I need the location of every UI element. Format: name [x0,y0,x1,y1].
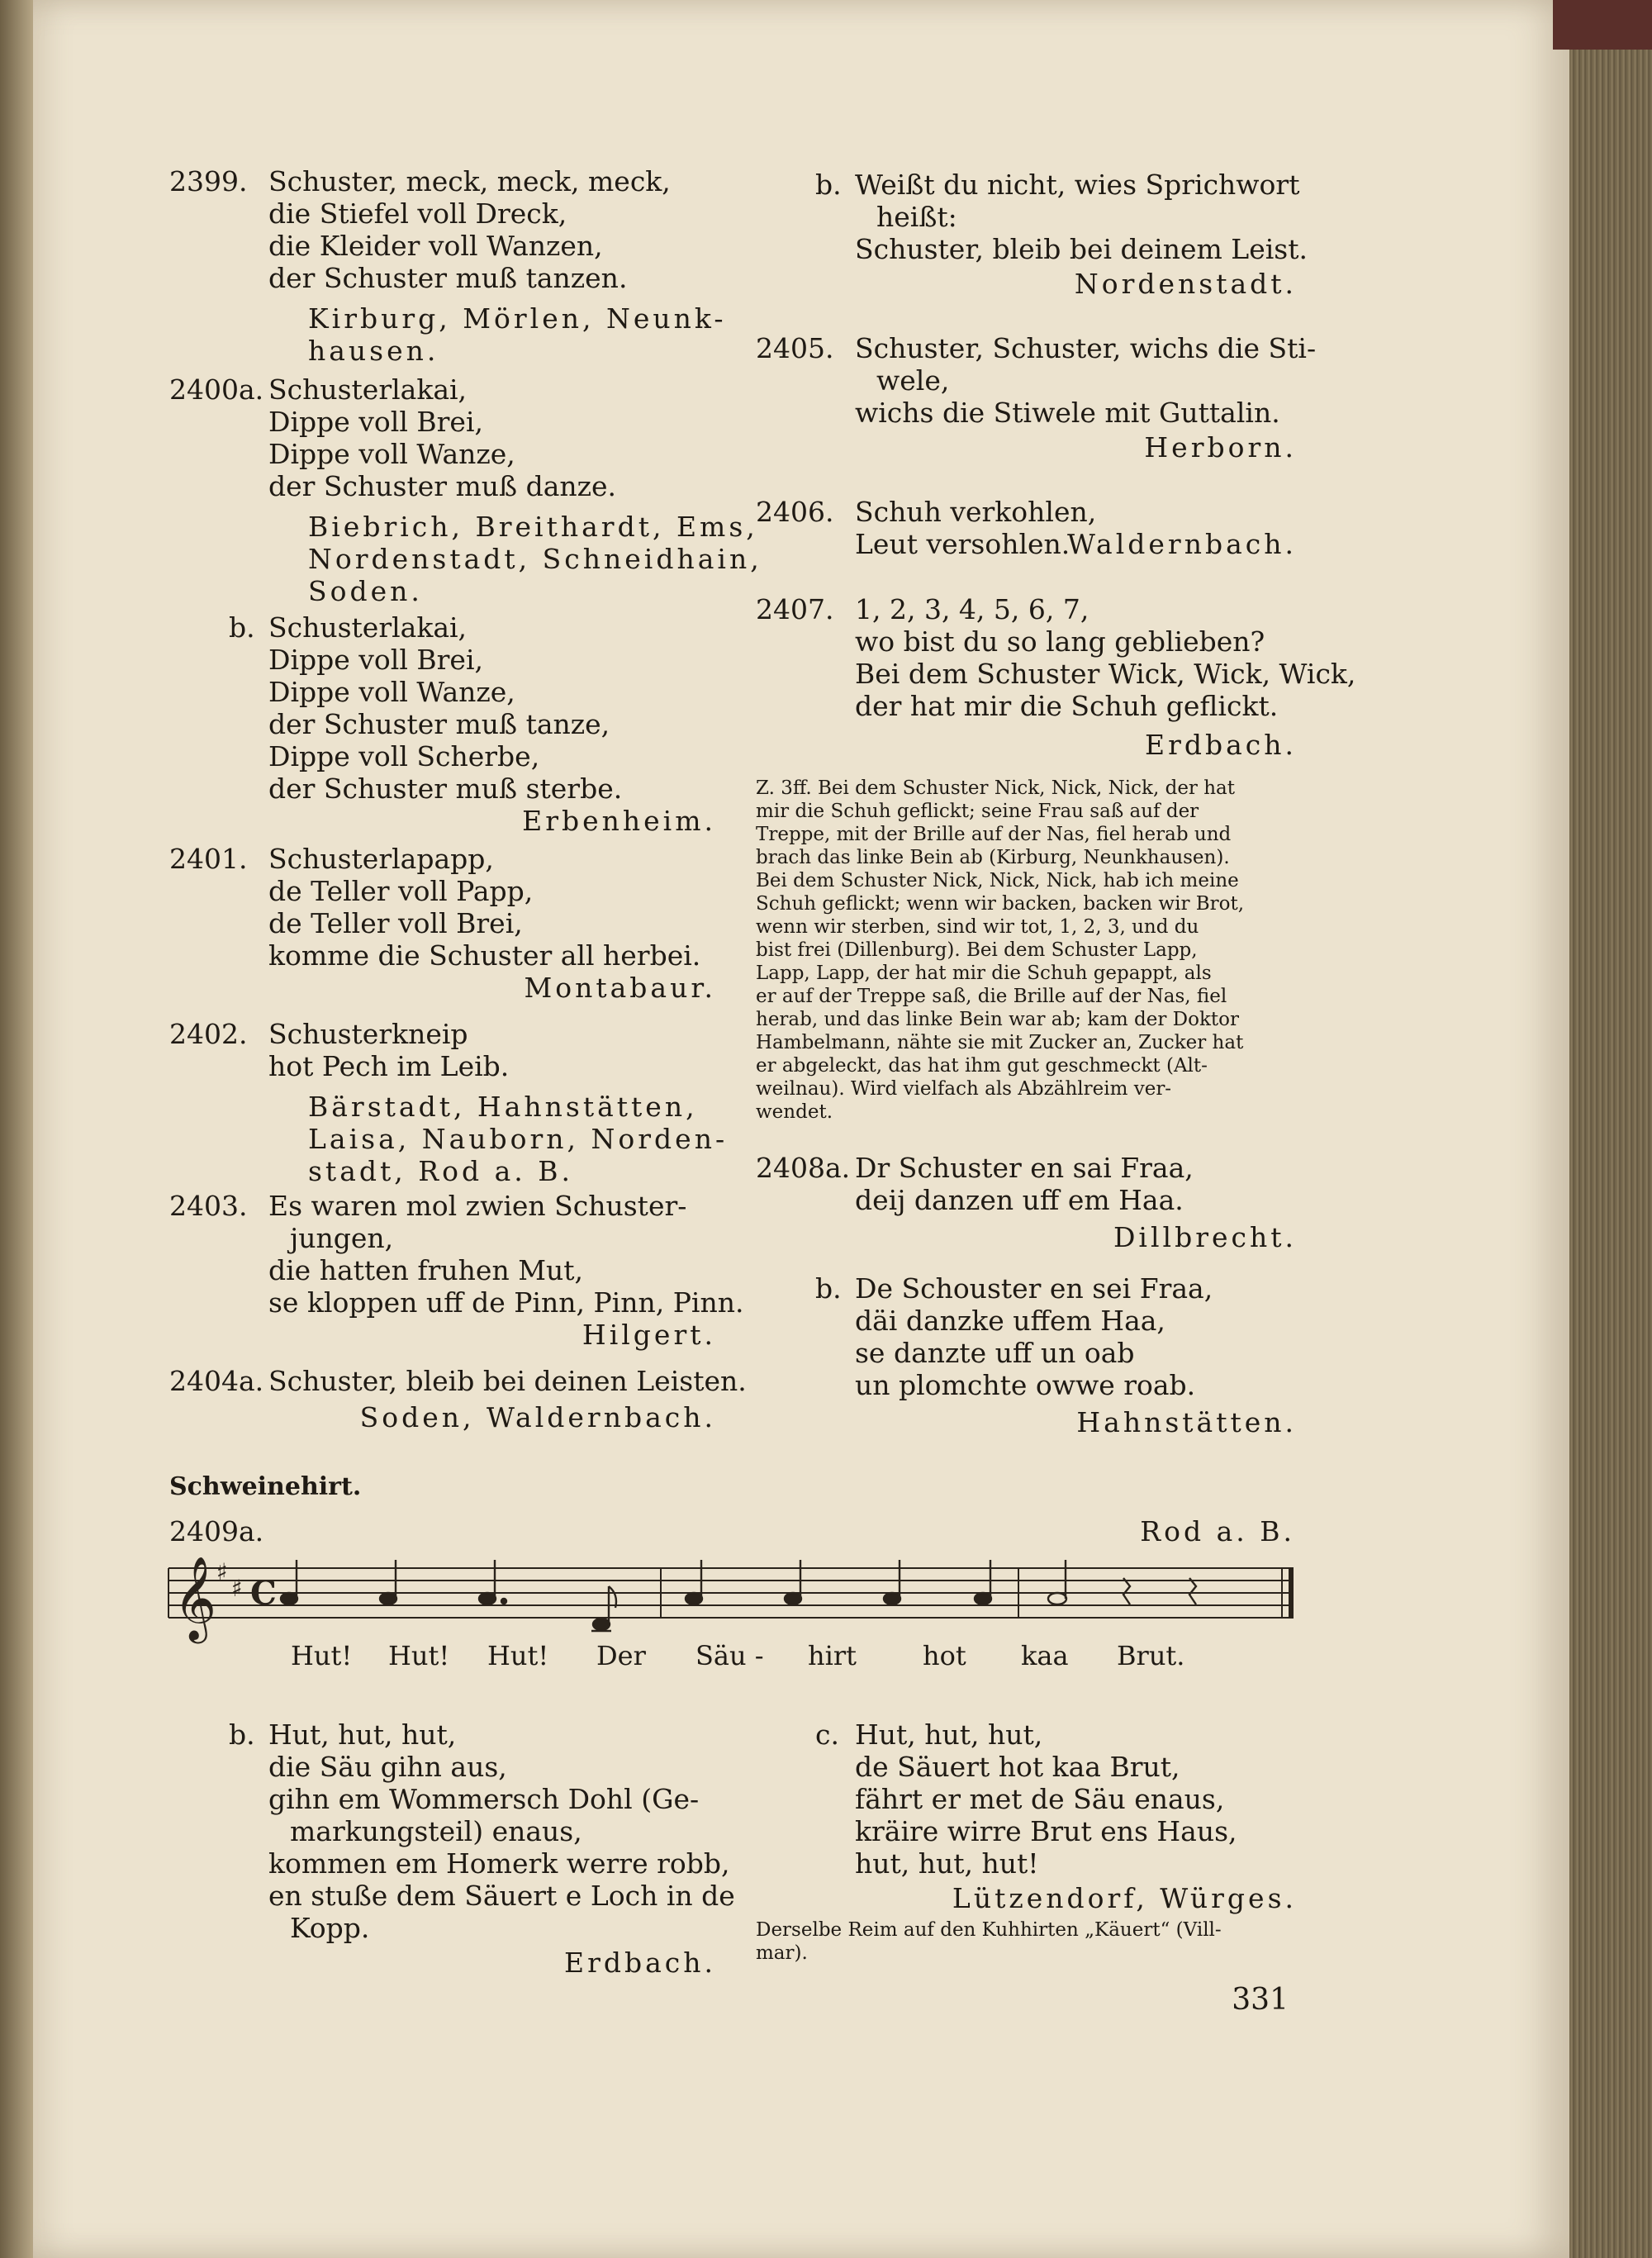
verse-line: fährt er met de Säu enaus, [855,1783,1225,1815]
notes-measure-3 [1048,1560,1196,1604]
lyric-syllable: Brut. [1117,1640,1185,1671]
entry-number: b. [229,611,255,644]
verse-line: der Schuster muß sterbe. [268,772,623,805]
sharp-icon: ♯ [216,1558,228,1585]
verse-line: kräire wirre Brut ens Haus, [855,1815,1237,1847]
verse-line: De Schouster en sei Fraa, [855,1272,1213,1305]
lyric-syllable: Hut! [291,1640,353,1671]
note-line: Bei dem Schuster Nick, Nick, Nick, hab ich meine [756,870,1239,891]
place-name: Rod a. B. [1140,1515,1295,1547]
verse-line: de Teller voll Papp, [268,875,534,907]
verse-line: die Säu gihn aus, [268,1751,507,1783]
place-name: Bärstadt, Hahnstätten, [308,1091,698,1123]
verse-line: Hut, hut, hut, [268,1718,457,1751]
verse-line: Leut versohlen. [855,528,1070,560]
note-line: Derselbe Reim auf den Kuhhirten „Käuert“ (Vill- [756,1919,1222,1941]
entry-number: 2404a. [169,1365,264,1397]
verse-line: Schusterlapapp, [268,843,494,875]
verse-line: die hatten fruhen Mut, [268,1254,583,1286]
entry-number: b. [815,169,842,201]
verse-line: Schusterlakai, [268,373,468,406]
entry-number: 2402. [169,1018,248,1050]
verse-line: se kloppen uff de Pinn, Pinn, Pinn. [268,1286,744,1319]
lyric-syllable: Der [596,1640,646,1671]
place-name: Kirburg, Mörlen, Neunk- [308,302,727,335]
place-name: stadt, Rod a. B. [308,1155,573,1187]
place-name: Nordenstadt. [1074,268,1297,300]
place-name: Erdbach. [563,1947,716,1979]
verse-line: die Kleider voll Wanzen, [268,230,603,262]
verse-line: 1, 2, 3, 4, 5, 6, 7, [855,593,1089,625]
note-line: weilnau). Wird vielfach als Abzählreim ver- [756,1078,1172,1100]
place-name: Lützendorf, Würges. [952,1882,1297,1914]
verse-line: der hat mir die Schuh geflickt. [855,690,1279,722]
place-name: Hilgert. [582,1319,716,1351]
section-heading: Schweinehirt. [169,1472,362,1501]
entry-number: c. [815,1718,839,1751]
note-line: er abgeleckt, das hat ihm gut geschmeckt (Alt- [756,1055,1208,1077]
verse-line: der Schuster muß tanze, [268,708,610,740]
verse-line: Dippe voll Wanze, [268,676,515,708]
verse-line: heißt: [876,201,957,233]
place-name: Laisa, Nauborn, Norden- [308,1123,729,1155]
verse-line: wele, [876,364,950,397]
verse-line: wo bist du so lang geblieben? [855,625,1265,658]
lyric-syllable: Säu - [695,1640,764,1671]
entry-number: 2400a. [169,373,264,406]
verse-line: hot Pech im Leib. [268,1050,510,1082]
notes-measure-1 [281,1560,616,1631]
verse-line: Schuster, bleib bei deinem Leist. [855,233,1308,265]
verse-line: Dippe voll Brei, [268,406,483,438]
sharp-icon: ♯ [231,1575,243,1602]
verse-line: die Stiefel voll Dreck, [268,197,567,230]
verse-line: Schusterlakai, [268,611,468,644]
note-line: wendet. [756,1101,833,1123]
book-page-edges [1569,0,1652,2258]
verse-line: Weißt du nicht, wies Sprichwort [855,169,1300,201]
note-line: mir die Schuh geflickt; seine Frau saß auf der [756,801,1199,822]
entry-number: 2405. [756,332,834,364]
note-line: Treppe, mit der Brille auf der Nas, fiel herab und [756,824,1232,845]
lyric-syllable: kaa [1021,1640,1069,1671]
book-gutter [0,0,33,2258]
note-line: Schuh geflickt; wenn wir backen, backen wir Brot, [756,893,1245,915]
lyric-syllable: hirt [808,1640,857,1671]
verse-line: gihn em Wommersch Dohl (Ge- [268,1783,700,1815]
place-name: Dillbrecht. [1113,1221,1297,1253]
place-name: Herborn. [1144,431,1297,463]
verse-line: Schuh verkohlen, [855,496,1097,528]
verse-line: der Schuster muß danze. [268,470,617,502]
notes-measure-2 [686,1560,991,1604]
note-line: mar). [756,1942,808,1964]
verse-line: Schusterkneip [268,1018,468,1050]
entry-number: 2407. [756,593,834,625]
verse-line: Hut, hut, hut, [855,1718,1043,1751]
entry-number: 2401. [169,843,248,875]
verse-line: jungen, [290,1222,394,1254]
entry-number: b. [815,1272,842,1305]
book-cover-corner [1553,0,1652,50]
verse-line: hut, hut, hut! [855,1847,1039,1880]
verse-line: en stuße dem Säuert e Loch in de [268,1880,735,1912]
place-name: Hahnstätten. [1076,1406,1297,1438]
common-time-icon: C [250,1574,277,1613]
entry-number: 2403. [169,1190,248,1222]
verse-line: deij danzen uff em Haa. [855,1184,1184,1216]
lyric-syllable: Hut! [388,1640,450,1671]
place-name: Waldernbach. [1067,528,1297,560]
verse-line: Schuster, Schuster, wichs die Sti- [855,332,1317,364]
note-line: brach das linke Bein ab (Kirburg, Neunkhausen). [756,847,1230,868]
note-line: wenn wir sterben, sind wir tot, 1, 2, 3, und du [756,916,1199,938]
note-line: Hambelmann, nähte sie mit Zucker an, Zucker hat [756,1032,1244,1053]
place-name: Soden, Waldernbach. [359,1401,716,1433]
place-name: Montabaur. [524,972,716,1004]
verse-line: kommen em Homerk werre robb, [268,1847,730,1880]
page-number: 331 [1232,1983,1289,2017]
verse-line: wichs die Stiwele mit Guttalin. [855,397,1280,429]
place-name: Soden. [308,575,423,607]
entry-number: 2399. [169,165,248,197]
footnote-2409c [756,1918,1297,1965]
verse-line: der Schuster muß tanzen. [268,262,628,294]
verse-line: de Teller voll Brei, [268,907,523,939]
place-name: hausen. [308,335,439,367]
place-name: Erbenheim. [522,805,716,837]
note-line: bist frei (Dillenburg). Bei dem Schuster Lapp, [756,939,1198,961]
verse-line: däi danzke uffem Haa, [855,1305,1165,1337]
verse-line: Es waren mol zwien Schuster- [268,1190,687,1222]
footnote-2407 [756,777,1297,1124]
verse-line: Bei dem Schuster Wick, Wick, Wick, [855,658,1356,690]
lyric-syllable: hot [923,1640,966,1671]
verse-line: markungsteil) enaus, [290,1815,582,1847]
music-staff [165,1553,1297,1644]
verse-line: Dippe voll Scherbe, [268,740,540,772]
place-name: Erdbach. [1144,729,1297,761]
place-name: Nordenstadt, Schneidhain, [308,543,762,575]
entry-number: b. [229,1718,255,1751]
note-line: Z. 3ff. Bei dem Schuster Nick, Nick, Nick, der hat [756,777,1236,799]
verse-line: de Säuert hot kaa Brut, [855,1751,1180,1783]
verse-line: Dr Schuster en sai Fraa, [855,1152,1194,1184]
verse-line: se danzte uff un oab [855,1337,1135,1369]
verse-line: un plomchte owwe roab. [855,1369,1196,1401]
note-line: herab, und das linke Bein war ab; kam der Doktor [756,1009,1239,1030]
note-line: er auf der Treppe saß, die Brille auf der Nas, fiel [756,986,1227,1007]
treble-clef-icon: 𝄞 [173,1555,217,1640]
note-line: Lapp, Lapp, der hat mir die Schuh gepappt, als [756,963,1212,984]
place-name: Biebrich, Breithardt, Ems, [308,511,758,543]
lyric-syllable: Hut! [487,1640,549,1671]
entry-2409a-number: 2409a. [169,1515,264,1547]
verse-line: Dippe voll Wanze, [268,438,515,470]
entry-number: 2408a. [756,1152,851,1184]
verse-line: Schuster, bleib bei deinen Leisten. [268,1365,747,1397]
verse-line: Schuster, meck, meck, meck, [268,165,671,197]
verse-line: Dippe voll Brei, [268,644,483,676]
entry-number: 2406. [756,496,834,528]
verse-line: komme die Schuster all herbei. [268,939,701,972]
verse-line: Kopp. [290,1912,370,1944]
